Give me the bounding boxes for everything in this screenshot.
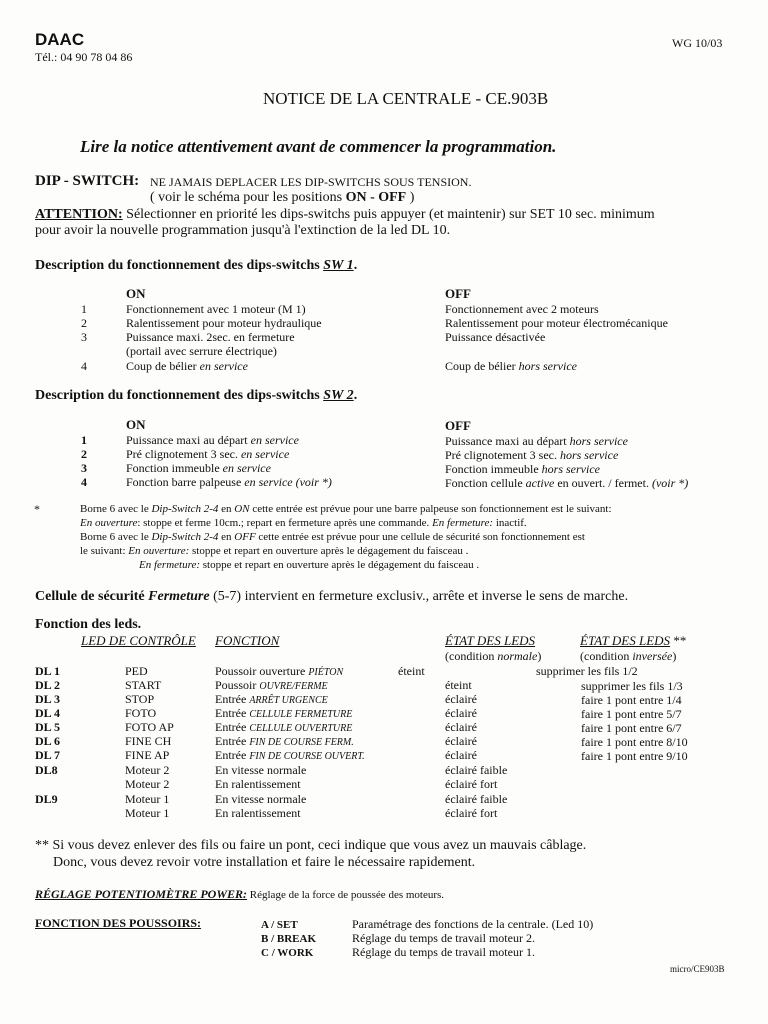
sw2-on-header: ON xyxy=(126,417,146,432)
attention-line-1: ATTENTION: Sélectionner en priorité les dips-switchs puis appuyer (et maintenir) sur SET 10 sec. minimum xyxy=(35,207,655,222)
leds-col-etat-inverse: ÉTAT DES LEDS ** xyxy=(580,633,687,648)
led-row-fonction: En vitesse normale xyxy=(215,792,307,806)
led-row-name: STOP xyxy=(125,692,155,706)
sw1-row-4-off: Coup de bélier hors service xyxy=(445,359,577,373)
poussoir-key: A / SET xyxy=(261,919,298,931)
sw2-row-3-on: Fonction immeuble en service xyxy=(126,461,271,475)
sw2-row-3-off: Fonction immeuble hors service xyxy=(445,462,600,476)
led-row-etat: éclairé xyxy=(445,734,477,748)
sw2-heading: Description du fonctionnement des dips-switchs SW 2. xyxy=(35,388,358,403)
led-row-etat: éclairé fort xyxy=(445,806,498,820)
led-row-etat: éclairé xyxy=(445,748,477,762)
leds-cond-normal: (condition normale) xyxy=(445,649,542,663)
poussoir-desc: Paramétrage des fonctions de la centrale. (Led 10) xyxy=(352,917,594,931)
led-row-name: FOTO AP xyxy=(125,720,174,734)
sw1-row-3-on-extra: (portail avec serrure électrique) xyxy=(126,344,277,358)
note-line-4: le suivant: En ouverture: stoppe et repart en ouverture après le dégagement du faisceau . xyxy=(80,545,469,557)
sw2-row-1-on: Puissance maxi au départ en service xyxy=(126,433,299,447)
led-row-etat: éclairé faible xyxy=(445,763,508,777)
led-row-etat-inverse: faire 1 pont entre 1/4 xyxy=(581,693,682,707)
led-row-etat: éteint xyxy=(445,678,472,692)
leds-heading: Fonction des leds. xyxy=(35,617,142,632)
led-row-name: FINE AP xyxy=(125,748,170,762)
poussoirs-label: FONCTION DES POUSSOIRS: xyxy=(35,916,202,930)
poussoir-desc: Réglage du temps de travail moteur 1. xyxy=(352,945,535,959)
sw2-off-header: OFF xyxy=(445,418,471,433)
led-row-id: DL 7 xyxy=(35,748,61,762)
led-row-etat: éclairé fort xyxy=(445,777,498,791)
led-row-name: Moteur 2 xyxy=(125,777,170,791)
led-row-etat: éclairé xyxy=(445,706,477,720)
led-row-etat: éclairé xyxy=(445,720,477,734)
attention-line-2: pour avoir la nouvelle programmation jusqu'à l'extinction de la led DL 10. xyxy=(35,223,451,238)
led-row-fonction: En ralentissement xyxy=(215,806,301,820)
led-row-name: PED xyxy=(125,664,148,678)
sw1-row-3-off: Puissance désactivée xyxy=(445,330,546,344)
leds-col-etat-normal: ÉTAT DES LEDS xyxy=(445,633,536,648)
note-line-3: Borne 6 avec le Dip-Switch 2-4 en OFF cette entrée est prévue pour une cellule de sécurité son fonctionnement est xyxy=(80,531,585,543)
led-row-id: DL9 xyxy=(35,792,58,806)
poussoir-desc: Réglage du temps de travail moteur 2. xyxy=(352,931,535,945)
poussoir-key: B / BREAK xyxy=(261,933,317,945)
wiring-warning-line-1: ** Si vous devez enlever des fils ou faire un pont, ceci indique que vous avez un mauvais câblage. xyxy=(35,838,587,853)
led-row-name: Moteur 2 xyxy=(125,763,170,777)
sw2-row-2-num: 2 xyxy=(81,447,87,461)
wiring-warning-line-2: Donc, vous devez revoir votre installation et faire le nécessaire rapidement. xyxy=(53,855,476,870)
led-row-fonction: Entrée CELLULE FERMETURE xyxy=(215,706,353,720)
led-row-name: FOTO xyxy=(125,706,157,720)
note-line-5: En fermeture: stoppe et repart en ouverture après le dégagement du faisceau . xyxy=(139,559,480,571)
sw1-row-1-off: Fonctionnement avec 2 moteurs xyxy=(445,302,599,316)
sw1-row-2-num: 2 xyxy=(81,316,87,330)
led-row-id: DL 3 xyxy=(35,692,61,706)
led-row-fonction: Entrée FIN DE COURSE OUVERT. xyxy=(215,748,365,762)
led-row-etat: éclairé faible xyxy=(445,792,508,806)
sw2-row-2-on: Pré clignotement 3 sec. en service xyxy=(126,447,290,461)
cellule-securite-line: Cellule de sécurité Fermeture (5-7) intervient en fermeture exclusiv., arrête et inverse le sens de marche. xyxy=(35,589,629,604)
sw2-row-1-num: 1 xyxy=(81,433,87,447)
note-asterisk: * xyxy=(34,502,40,516)
dip-switch-schema-note: ( voir le schéma pour les positions ON - OFF ) xyxy=(150,190,415,205)
company-phone: Tél.: 04 90 78 04 86 xyxy=(35,50,133,64)
page-title: NOTICE DE LA CENTRALE - CE.903B xyxy=(263,89,549,108)
sw2-row-4-num: 4 xyxy=(81,475,87,489)
sw1-row-1-num: 1 xyxy=(81,302,87,316)
led-row-fonction: Poussoir ouverture PIÉTON xyxy=(215,664,344,678)
led-row-id: DL 6 xyxy=(35,734,61,748)
led-row-fonction: Entrée CELLULE OUVERTURE xyxy=(215,720,353,734)
company-name: DAAC xyxy=(35,30,85,49)
led-row-name: Moteur 1 xyxy=(125,806,170,820)
leds-col-fonction: FONCTION xyxy=(215,633,280,648)
led-row-fonction: En vitesse normale xyxy=(215,763,307,777)
led-row-fonction: Entrée ARRÊT URGENCE xyxy=(215,692,328,706)
sw1-off-header: OFF xyxy=(445,286,471,301)
led-row-id: DL 4 xyxy=(35,706,61,720)
document-reference: WG 10/03 xyxy=(672,36,723,50)
sw2-row-3-num: 3 xyxy=(81,461,87,475)
sw2-row-4-on: Fonction barre palpeuse en service (voir *) xyxy=(126,475,332,489)
sw2-row-4-off: Fonction cellule active en ouvert. / fermet. (voir *) xyxy=(445,476,689,490)
led-row-id: DL 2 xyxy=(35,678,61,692)
led-row-id: DL8 xyxy=(35,763,58,777)
sw1-row-4-on: Coup de bélier en service xyxy=(126,359,248,373)
sw2-row-2-off: Pré clignotement 3 sec. hors service xyxy=(445,448,619,462)
footer-reference: micro/CE903B xyxy=(670,964,725,974)
reglage-power-line: RÉGLAGE POTENTIOMÈTRE POWER: Réglage de la force de poussée des moteurs. xyxy=(35,887,445,901)
sw1-heading: Description du fonctionnement des dips-switchs SW 1. xyxy=(35,258,358,273)
led-row-etat-inverse: faire 1 pont entre 9/10 xyxy=(581,749,688,763)
leds-cond-inverse: (condition inversée) xyxy=(580,649,677,663)
led-row-id: DL 1 xyxy=(35,664,61,678)
note-line-2: En ouverture: stoppe et ferme 10cm.; repart en fermeture après une commande. En fermeture: inactif. xyxy=(80,517,527,529)
sw1-row-1-on: Fonctionnement avec 1 moteur (M 1) xyxy=(126,302,306,316)
led-row-name: FINE CH xyxy=(125,734,172,748)
led-row-etat: éclairé xyxy=(445,692,477,706)
led-row-etat: éteint xyxy=(398,664,425,678)
sw1-row-3-on: Puissance maxi. 2sec. en fermeture xyxy=(126,330,295,344)
dip-switch-warning: NE JAMAIS DEPLACER LES DIP-SWITCHS SOUS TENSION. xyxy=(150,175,472,189)
led-row-etat-inverse: supprimer les fils 1/3 xyxy=(581,679,683,693)
led-row-fonction: Entrée FIN DE COURSE FERM. xyxy=(215,734,354,748)
led-row-name: Moteur 1 xyxy=(125,792,170,806)
sw1-row-2-off: Ralentissement pour moteur électromécanique xyxy=(445,316,668,330)
sw1-row-2-on: Ralentissement pour moteur hydraulique xyxy=(126,316,322,330)
led-row-etat-inverse: supprimer les fils 1/2 xyxy=(536,664,638,678)
sw2-row-1-off: Puissance maxi au départ hors service xyxy=(445,434,628,448)
dip-switch-label: DIP - SWITCH: xyxy=(35,173,140,189)
note-line-1: Borne 6 avec le Dip-Switch 2-4 en ON cette entrée est prévue pour une barre palpeuse son fonctionnement est le suivant: xyxy=(80,503,612,515)
led-row-fonction: Poussoir OUVRE/FERME xyxy=(215,678,328,692)
leds-col-led: LED DE CONTRÔLE xyxy=(81,633,196,648)
led-row-etat-inverse: faire 1 pont entre 5/7 xyxy=(581,707,682,721)
page-subtitle: Lire la notice attentivement avant de commencer la programmation. xyxy=(80,137,557,156)
led-row-id: DL 5 xyxy=(35,720,61,734)
led-row-name: START xyxy=(125,678,162,692)
led-row-etat-inverse: faire 1 pont entre 6/7 xyxy=(581,721,682,735)
poussoir-key: C / WORK xyxy=(261,947,314,959)
led-row-etat-inverse: faire 1 pont entre 8/10 xyxy=(581,735,688,749)
sw1-row-3-num: 3 xyxy=(81,330,87,344)
sw1-row-4-num: 4 xyxy=(81,359,87,373)
sw1-on-header: ON xyxy=(126,286,146,301)
led-row-fonction: En ralentissement xyxy=(215,777,301,791)
